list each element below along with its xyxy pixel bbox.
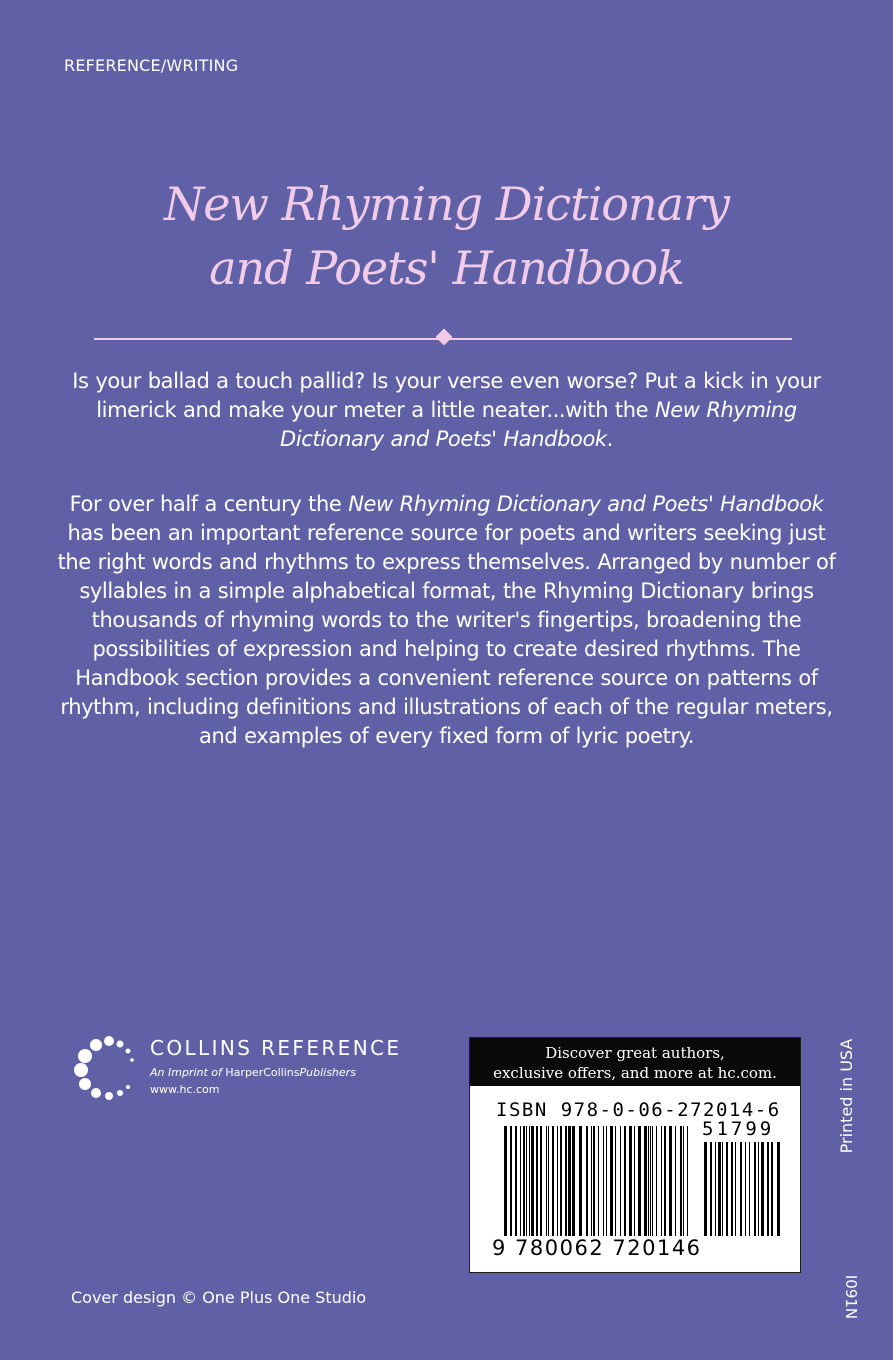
- barcode-bar: [710, 1142, 712, 1236]
- barcode-bar: [579, 1126, 582, 1236]
- barcode-bar: [761, 1142, 764, 1236]
- barcode-bar: [771, 1142, 773, 1236]
- title-line-1: New Rhyming Dictionary: [163, 177, 730, 231]
- barcode-bar: [680, 1126, 682, 1236]
- price-barcode-bars: [704, 1142, 780, 1236]
- barcode-bar: [687, 1126, 688, 1236]
- blurb-p2-start: For over half a century the: [69, 492, 342, 516]
- barcode-bar: [552, 1126, 554, 1236]
- barcode-bar: [603, 1126, 604, 1236]
- barcode-bar: [754, 1142, 756, 1236]
- barcode-bar: [526, 1126, 527, 1236]
- barcode-panel: [469, 1037, 801, 1273]
- publisher-name: COLLINS REFERENCE: [150, 1036, 402, 1060]
- barcode-bar: [523, 1126, 525, 1236]
- barcode-bar: [629, 1126, 632, 1236]
- product-code: I091N: [842, 1274, 860, 1320]
- barcode-bar: [722, 1142, 723, 1236]
- blurb-p1-text: Is your ballad a touch pallid? Is your verse even worse? Put a kick in your limerick and make your meter a little neater...with the: [72, 369, 821, 422]
- divider-diamond-ornament: [436, 329, 453, 346]
- ean-number: 9 780062 720146: [492, 1236, 702, 1260]
- barcode-bar: [731, 1142, 733, 1236]
- barcode-bar: [568, 1126, 571, 1236]
- barcode-bar: [565, 1126, 567, 1236]
- isbn-text: ISBN 978-0-06-272014-6: [496, 1099, 781, 1121]
- cover-credit: Cover design © One Plus One Studio: [71, 1288, 367, 1307]
- title-line-2: and Poets' Handbook: [209, 241, 684, 295]
- blurb-paragraph-2: [50, 490, 843, 751]
- barcode-bar: [540, 1126, 542, 1236]
- barcode-bar: [620, 1126, 621, 1236]
- barcode-bar: [777, 1142, 780, 1236]
- printed-in-label: Printed in USA: [837, 1038, 856, 1154]
- barcode-bar: [661, 1126, 662, 1236]
- ean-barcode-bars: [504, 1126, 688, 1236]
- barcode-bar: [648, 1126, 649, 1236]
- banner-line-1: Discover great authors,: [545, 1044, 725, 1062]
- barcode-bar: [615, 1126, 616, 1236]
- barcode-bar: [548, 1126, 549, 1236]
- barcode-bar: [683, 1126, 684, 1236]
- barcode-bar: [767, 1142, 769, 1236]
- blurb-p2-book-title: New Rhyming Dictionary and Poets' Handbook: [348, 492, 824, 516]
- category-label: REFERENCE/WRITING: [64, 56, 239, 75]
- barcode-bar: [638, 1126, 641, 1236]
- barcode-bar: [557, 1126, 558, 1236]
- barcode-bar: [591, 1126, 592, 1236]
- barcode-bar: [634, 1126, 635, 1236]
- publisher-imprint: [150, 1066, 356, 1079]
- imprint-name: HarperCollins: [225, 1066, 300, 1079]
- barcode-bar: [515, 1126, 517, 1236]
- barcode-bar: [715, 1142, 716, 1236]
- barcode-bar: [510, 1126, 512, 1236]
- barcode-bar: [726, 1142, 728, 1236]
- imprint-prefix: An Imprint of: [150, 1066, 222, 1079]
- blurb-p1-book-title: New Rhyming Dictionary and Poets' Handbook: [280, 398, 797, 451]
- barcode-bar: [546, 1126, 547, 1236]
- barcode-bar: [504, 1126, 507, 1236]
- barcode-bar: [536, 1126, 538, 1236]
- barcode-bar: [586, 1126, 588, 1236]
- barcode-bar: [529, 1126, 530, 1236]
- barcode-bar: [740, 1142, 742, 1236]
- barcode-bar: [560, 1126, 562, 1236]
- price-code: 51799: [702, 1118, 775, 1140]
- barcode-bar: [531, 1126, 534, 1236]
- barcode-bar: [669, 1126, 672, 1236]
- blurb-p1-end: .: [606, 427, 613, 451]
- barcode-bar: [624, 1126, 626, 1236]
- imprint-suffix: Publishers: [299, 1066, 356, 1079]
- barcode-bar: [572, 1126, 575, 1236]
- barcode-bar: [644, 1126, 647, 1236]
- barcode-bar: [749, 1142, 750, 1236]
- barcode-bar: [520, 1126, 521, 1236]
- book-title: [60, 172, 833, 300]
- barcode-bar: [758, 1142, 759, 1236]
- barcode-bar: [656, 1126, 657, 1236]
- barcode-bar: [745, 1142, 746, 1236]
- barcode-bar: [593, 1126, 595, 1236]
- barcode-bar: [718, 1142, 721, 1236]
- barcode-bar: [664, 1126, 666, 1236]
- barcode-bar: [735, 1142, 736, 1236]
- publisher-url: www.hc.com: [150, 1083, 220, 1096]
- blurb-p2-rest: has been an important reference source for poets and writers seeking just the right words and rhythms to express themselves. Arranged by number of syllables in a simple alphabetical format, the Rhyming Dictionary brings thousands of rhyming words to the writer's fingertips, broadening the possibilities of expression and helping to create desired rhythms. The Handbook section provides a convenient reference source on patterns of rhythm, including definitions and illustrations of each of the regular meters, and examples of every fixed form of lyric poetry.: [57, 521, 836, 748]
- barcode-bar: [606, 1126, 607, 1236]
- barcode-bar: [704, 1142, 707, 1236]
- barcode-bar: [652, 1126, 653, 1236]
- barcode-bar: [650, 1126, 651, 1236]
- collins-logo-icon: [72, 1034, 140, 1102]
- barcode-bar: [598, 1126, 599, 1236]
- barcode-bar: [610, 1126, 613, 1236]
- barcode-bar: [675, 1126, 676, 1236]
- blurb-paragraph-1: [70, 367, 823, 454]
- banner-line-2: exclusive offers, and more at hc.com.: [493, 1064, 777, 1082]
